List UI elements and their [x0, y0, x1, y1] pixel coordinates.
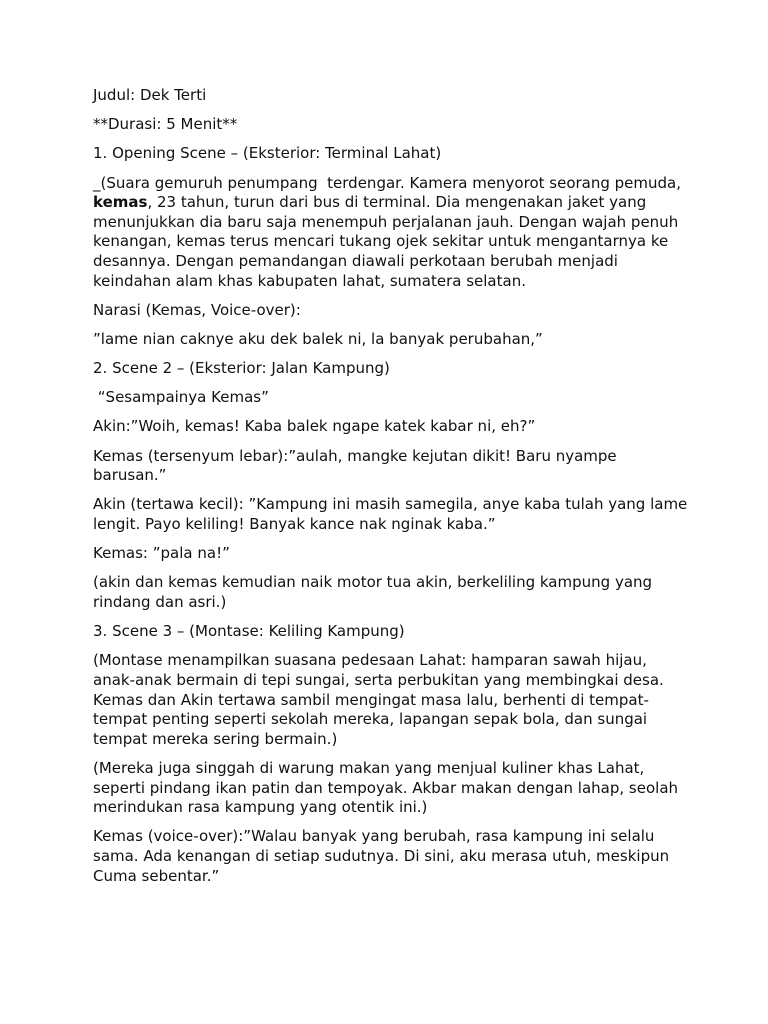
dialog-kemas-2: Kemas: ”pala na!”: [93, 544, 230, 563]
duration-line: **Durasi: 5 Menit**: [93, 115, 238, 134]
scene2-subtitle: “Sesampainya Kemas”: [93, 388, 269, 407]
warung-description: (Mereka juga singgah di warung makan yang menjual kuliner khas Lahat, seperti pindang ikan patin dan tempoyak. Akbar makan dengan lahap, seolah merindukan rasa kampung yang otentik ini.): [93, 758, 683, 817]
montage-description: (Montase menampilkan suasana pedesaan Lahat: hamparan sawah hijau, anak-anak bermain di tepi sungai, serta perbukitan yang membingkai desa. Kemas dan Akin tertawa sambil mengingat masa lalu, berhenti di tempat-tempat penting seperti sekolah mereka, lapangan sepak bola, dan sungai tempat mereka sering bermain.): [93, 651, 669, 748]
scene3-heading: 3. Scene 3 – (Montase: Keliling Kampung): [93, 622, 405, 641]
action-ride: (akin dan kemas kemudian naik motor tua akin, berkeliling kampung yang rindang dan asri.): [93, 573, 657, 611]
narration-line: ”lame nian caknye aku dek balek ni, la banyak perubahan,”: [93, 329, 543, 348]
scene2-heading: 2. Scene 2 – (Eksterior: Jalan Kampung): [93, 359, 390, 378]
scene1-desc-part2: , 23 tahun, turun dari bus di terminal. Dia mengenakan jaket yang menunjukkan dia baru saja menempuh perjalanan jauh. Dengan wajah penuh kenangan, kemas terus mencari tukang ojek sekitar untuk mengantarnya ke desannya. Dengan pemandangan diawali perkotaan berubah menjadi keindahan alam khas kabupaten lahat, sumatera selatan.: [93, 193, 683, 290]
dialog-akin-1: Akin:”Woih, kemas! Kaba balek ngape katek kabar ni, eh?”: [93, 417, 536, 436]
character-name-bold: kemas: [93, 193, 148, 212]
kemas-voice-over: Kemas (voice-over):”Walau banyak yang berubah, rasa kampung ini selalu sama. Ada kenangan di setiap sudutnya. Di sini, aku merasa utuh, meskipun Cuma sebentar.”: [93, 827, 674, 885]
scene1-description: [93, 174, 693, 292]
script-page: [93, 86, 693, 896]
dialog-akin-2: Akin (tertawa kecil): ”Kampung ini masih samegila, anye kaba tulah yang lame lengit. Payo keliling! Banyak kance nak nginak kaba.”: [93, 495, 693, 534]
narration-label: Narasi (Kemas, Voice-over):: [93, 300, 301, 319]
scene1-heading: 1. Opening Scene – (Eksterior: Terminal Lahat): [93, 144, 442, 163]
title-line: Judul: Dek Terti: [93, 86, 207, 104]
scene1-desc-part1: _(Suara gemuruh penumpang terdengar. Kamera menyorot seorang pemuda,: [93, 173, 686, 192]
dialog-kemas-1: Kemas (tersenyum lebar):”aulah, mangke kejutan dikit! Baru nyampe barusan.”: [93, 446, 622, 485]
